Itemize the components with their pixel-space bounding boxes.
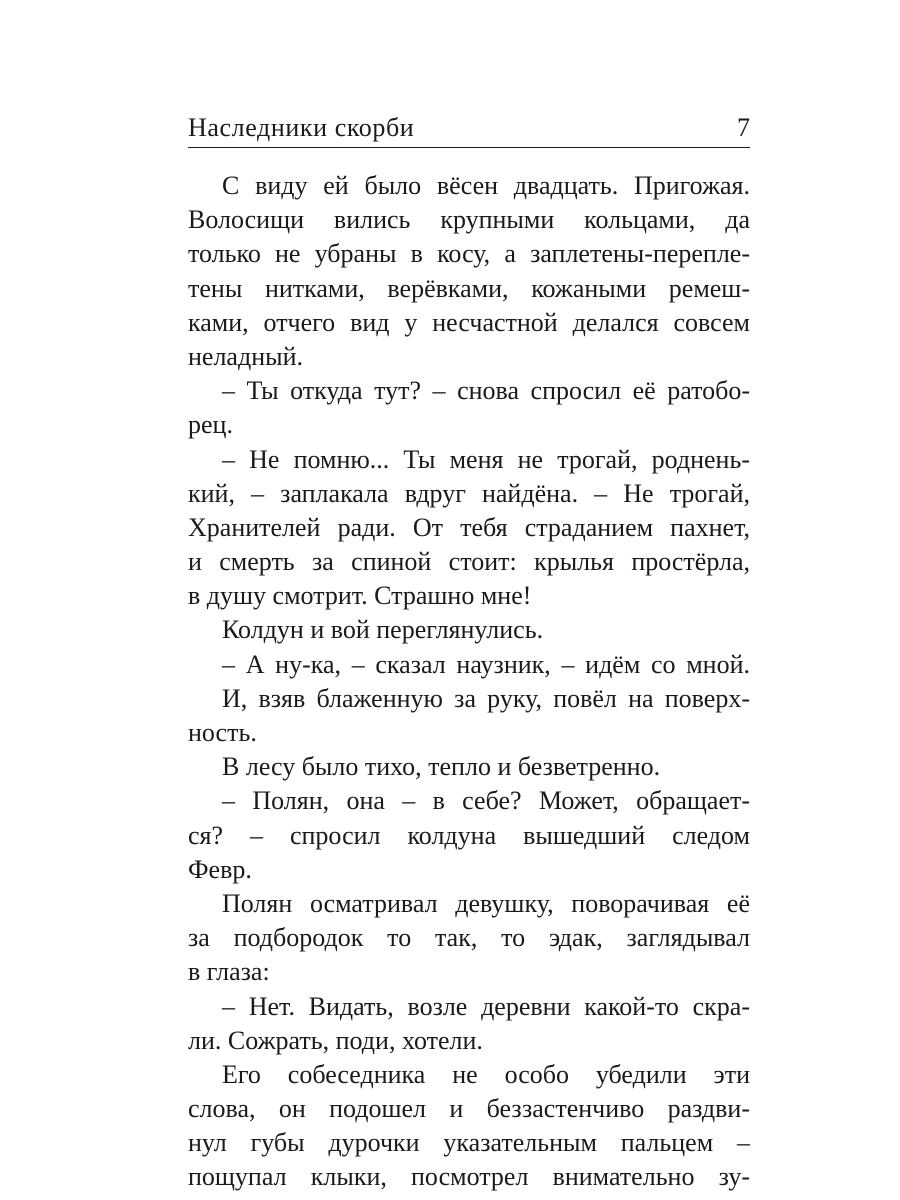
text-line: нул губы дурочки указательным пальцем – bbox=[188, 1128, 750, 1158]
running-title: Наследники скорби bbox=[188, 113, 415, 142]
text-line: – Полян, она – в себе? Может, обращает- bbox=[222, 786, 750, 816]
text-line: кий, – заплакала вдруг найдёна. – Не трогай, bbox=[188, 478, 750, 508]
text-line: тены нитками, верёвками, кожаными ремеш- bbox=[188, 273, 750, 303]
text-line: ли. Сожрать, поди, хотели. bbox=[188, 1025, 483, 1055]
text-line: В лесу было тихо, тепло и безветренно. bbox=[222, 752, 661, 782]
text-line: в глаза: bbox=[188, 957, 270, 987]
text-line: Колдун и вой переглянулись. bbox=[222, 615, 544, 645]
text-line: неладный. bbox=[188, 341, 303, 371]
text-line: – А ну-ка, – сказал наузник, – идём со мной. bbox=[222, 649, 750, 679]
text-line: за подбородок то так, то эдак, заглядывал bbox=[188, 923, 750, 953]
text-line: Волосищи вились крупными кольцами, да bbox=[188, 205, 750, 235]
text-line: и смерть за спиной стоит: крылья простёрла, bbox=[188, 547, 750, 577]
page-number: 7 bbox=[737, 113, 750, 142]
text-line: С виду ей было вёсен двадцать. Пригожая. bbox=[222, 171, 750, 200]
text-line: Февр. bbox=[188, 854, 252, 884]
text-line: ность. bbox=[188, 718, 257, 747]
text-line: И, взяв блаженную за руку, повёл на поверх- bbox=[222, 683, 750, 713]
text-line: только не убраны в косу, а заплетены-переплe- bbox=[188, 239, 750, 269]
text-line: Его собеседника не особо убедили эти bbox=[222, 1059, 750, 1089]
text-line: рец. bbox=[188, 410, 233, 440]
text-line: слова, он подошел и беззастенчиво раздви- bbox=[188, 1094, 750, 1124]
body-text bbox=[188, 169, 750, 1195]
text-line: в душу смотрит. Страшно мне! bbox=[188, 581, 532, 611]
text-line: пощупал клыки, посмотрел внимательно зу- bbox=[188, 1162, 750, 1192]
header-rule bbox=[188, 147, 750, 148]
text-line: – Ты откуда тут? – снова спросил её ратобо- bbox=[222, 376, 750, 406]
text-line: Полян осматривал девушку, поворачивая её bbox=[222, 888, 750, 918]
text-line: – Не помню... Ты меня не трогай, роднень- bbox=[222, 444, 750, 474]
text-line: – Нет. Видать, возле деревни какой-то скра- bbox=[222, 991, 750, 1021]
text-line: Хранителей ради. От тебя страданием пахнет, bbox=[188, 512, 750, 542]
text-line: ками, отчего вид у несчастной делался совсем bbox=[188, 307, 750, 337]
running-header bbox=[188, 112, 750, 146]
text-line: ся? – спросил колдуна вышедший следом bbox=[188, 820, 750, 850]
